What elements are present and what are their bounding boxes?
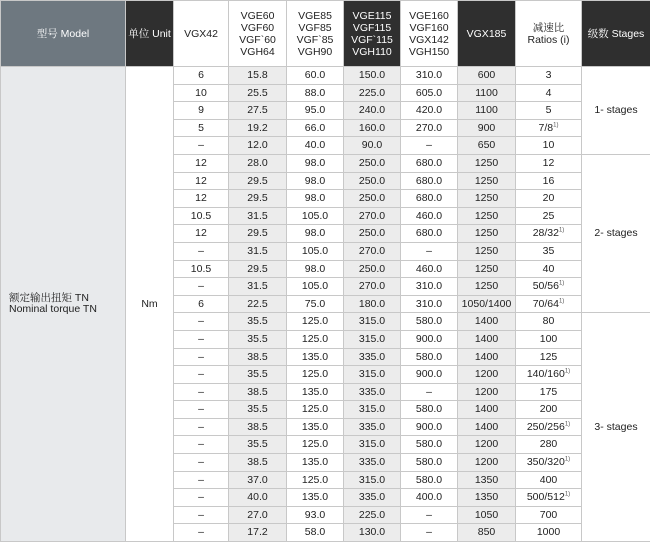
ratio-cell bbox=[516, 383, 582, 401]
table-cell: – bbox=[174, 454, 229, 472]
table-row bbox=[1, 67, 650, 85]
table-cell: 31.5 bbox=[229, 207, 287, 225]
table-cell: 98.0 bbox=[287, 154, 344, 172]
table-cell: – bbox=[174, 348, 229, 366]
table-cell: 315.0 bbox=[344, 330, 401, 348]
ratio-value: 175 bbox=[540, 386, 558, 398]
table-cell: 28.0 bbox=[229, 154, 287, 172]
table-cell: 98.0 bbox=[287, 225, 344, 243]
header-ratios bbox=[516, 1, 582, 67]
ratio-cell bbox=[516, 190, 582, 208]
table-cell: 270.0 bbox=[401, 119, 458, 137]
table-cell: 315.0 bbox=[344, 313, 401, 331]
table-cell: 1250 bbox=[458, 225, 516, 243]
ratio-cell bbox=[516, 313, 582, 331]
header-model-name: VGF115 bbox=[344, 22, 400, 34]
header-model-name: VGE85 bbox=[287, 10, 343, 22]
header-model-name: VGF60 bbox=[229, 22, 286, 34]
table-cell: 580.0 bbox=[401, 313, 458, 331]
row-label-en: Nominal torque TN bbox=[9, 304, 125, 315]
table-cell: 35.5 bbox=[229, 366, 287, 384]
footnote-marker: 1) bbox=[559, 281, 564, 287]
header-ratios-cn: 减速比 bbox=[516, 22, 581, 34]
table-cell: 1350 bbox=[458, 489, 516, 507]
ratio-cell bbox=[516, 401, 582, 419]
footnote-marker: 1) bbox=[565, 492, 570, 498]
table-cell: 66.0 bbox=[287, 119, 344, 137]
ratio-value: 7/8 bbox=[539, 122, 554, 134]
table-cell: 250.0 bbox=[344, 190, 401, 208]
ratio-value: 700 bbox=[540, 509, 558, 521]
table-cell: 98.0 bbox=[287, 172, 344, 190]
ratio-value: 25 bbox=[543, 210, 555, 222]
table-cell: 6 bbox=[174, 295, 229, 313]
table-cell: 650 bbox=[458, 137, 516, 155]
table-cell: 17.2 bbox=[229, 524, 287, 542]
table-cell: 1350 bbox=[458, 471, 516, 489]
table-cell: 335.0 bbox=[344, 383, 401, 401]
table-cell: 315.0 bbox=[344, 401, 401, 419]
ratio-cell bbox=[516, 172, 582, 190]
table-cell: 580.0 bbox=[401, 401, 458, 419]
header-model-name: VGX142 bbox=[401, 34, 457, 46]
table-cell: 680.0 bbox=[401, 172, 458, 190]
header-model: 型号 Model bbox=[1, 1, 126, 67]
ratio-value: 40 bbox=[543, 263, 555, 275]
ratio-value: 1000 bbox=[537, 526, 560, 538]
table-cell: 580.0 bbox=[401, 454, 458, 472]
header-vgx42: VGX42 bbox=[174, 1, 229, 67]
table-cell: 900.0 bbox=[401, 330, 458, 348]
table-cell: 225.0 bbox=[344, 84, 401, 102]
header-model-name: VGH90 bbox=[287, 46, 343, 58]
table-cell: 180.0 bbox=[344, 295, 401, 313]
table-cell: 29.5 bbox=[229, 190, 287, 208]
ratio-value: 350/320 bbox=[527, 456, 565, 468]
header-row bbox=[1, 1, 650, 67]
table-cell: 31.5 bbox=[229, 278, 287, 296]
table-cell: 15.8 bbox=[229, 67, 287, 85]
table-cell: – bbox=[174, 278, 229, 296]
table-cell: 1250 bbox=[458, 278, 516, 296]
header-model-name: VGF85 bbox=[287, 22, 343, 34]
header-group-60 bbox=[229, 1, 287, 67]
table-cell: 310.0 bbox=[401, 67, 458, 85]
ratio-cell bbox=[516, 506, 582, 524]
table-cell: 6 bbox=[174, 67, 229, 85]
footnote-marker: 1) bbox=[559, 228, 564, 234]
ratio-cell bbox=[516, 207, 582, 225]
table-cell: 88.0 bbox=[287, 84, 344, 102]
table-cell: 605.0 bbox=[401, 84, 458, 102]
table-cell: 125.0 bbox=[287, 330, 344, 348]
ratio-value: 140/160 bbox=[527, 368, 565, 380]
table-cell: 35.5 bbox=[229, 436, 287, 454]
table-cell: 850 bbox=[458, 524, 516, 542]
table-cell: – bbox=[401, 383, 458, 401]
header-model-name: VGF`115 bbox=[344, 34, 400, 46]
ratio-cell bbox=[516, 489, 582, 507]
table-cell: 1400 bbox=[458, 418, 516, 436]
table-cell: 600 bbox=[458, 67, 516, 85]
table-cell: 1250 bbox=[458, 190, 516, 208]
table-cell: 35.5 bbox=[229, 313, 287, 331]
table-cell: 315.0 bbox=[344, 436, 401, 454]
table-cell: 95.0 bbox=[287, 102, 344, 120]
table-cell: – bbox=[174, 137, 229, 155]
table-cell: 1100 bbox=[458, 84, 516, 102]
table-cell: 1250 bbox=[458, 207, 516, 225]
ratio-value: 200 bbox=[540, 403, 558, 415]
table-cell: 38.5 bbox=[229, 418, 287, 436]
table-cell: 130.0 bbox=[344, 524, 401, 542]
ratio-value: 28/32 bbox=[533, 227, 559, 239]
table-cell: 1400 bbox=[458, 330, 516, 348]
table-cell: 38.5 bbox=[229, 454, 287, 472]
ratio-value: 80 bbox=[543, 315, 555, 327]
table-cell: 335.0 bbox=[344, 348, 401, 366]
table-cell: 25.5 bbox=[229, 84, 287, 102]
unit-cell: Nm bbox=[126, 67, 174, 542]
table-cell: – bbox=[401, 137, 458, 155]
table-cell: 29.5 bbox=[229, 225, 287, 243]
table-cell: 31.5 bbox=[229, 242, 287, 260]
row-label bbox=[1, 67, 126, 542]
table-cell: – bbox=[174, 330, 229, 348]
table-cell: 9 bbox=[174, 102, 229, 120]
footnote-marker: 1) bbox=[565, 421, 570, 427]
table-cell: – bbox=[401, 506, 458, 524]
table-cell: 1200 bbox=[458, 366, 516, 384]
table-cell: 22.5 bbox=[229, 295, 287, 313]
table-cell: 12 bbox=[174, 154, 229, 172]
table-cell: – bbox=[174, 242, 229, 260]
table-cell: 40.0 bbox=[287, 137, 344, 155]
table-cell: 225.0 bbox=[344, 506, 401, 524]
table-cell: 250.0 bbox=[344, 172, 401, 190]
table-cell: 1400 bbox=[458, 348, 516, 366]
table-cell: 270.0 bbox=[344, 242, 401, 260]
table-cell: 310.0 bbox=[401, 278, 458, 296]
header-model-name: VGF160 bbox=[401, 22, 457, 34]
table-cell: 12 bbox=[174, 172, 229, 190]
table-cell: 1200 bbox=[458, 436, 516, 454]
ratio-value: 12 bbox=[543, 157, 555, 169]
ratio-value: 16 bbox=[543, 175, 555, 187]
table-cell: 27.5 bbox=[229, 102, 287, 120]
table-cell: 250.0 bbox=[344, 154, 401, 172]
table-cell: 310.0 bbox=[401, 295, 458, 313]
header-model-name: VGE60 bbox=[229, 10, 286, 22]
table-cell: 1400 bbox=[458, 313, 516, 331]
table-cell: 315.0 bbox=[344, 366, 401, 384]
table-cell: 1250 bbox=[458, 260, 516, 278]
ratio-cell bbox=[516, 524, 582, 542]
table-cell: – bbox=[174, 418, 229, 436]
ratio-value: 4 bbox=[546, 87, 552, 99]
header-model-name: VGH110 bbox=[344, 46, 400, 58]
table-cell: 900.0 bbox=[401, 366, 458, 384]
footnote-marker: 1) bbox=[565, 457, 570, 463]
table-cell: 680.0 bbox=[401, 225, 458, 243]
table-cell: 460.0 bbox=[401, 260, 458, 278]
header-model-name: VGE115 bbox=[344, 10, 400, 22]
table-cell: – bbox=[174, 383, 229, 401]
table-cell: 10.5 bbox=[174, 260, 229, 278]
table-cell: – bbox=[174, 489, 229, 507]
table-cell: 460.0 bbox=[401, 207, 458, 225]
table-cell: 150.0 bbox=[344, 67, 401, 85]
table-cell: 105.0 bbox=[287, 242, 344, 260]
ratio-cell bbox=[516, 366, 582, 384]
table-cell: 125.0 bbox=[287, 401, 344, 419]
table-cell: 680.0 bbox=[401, 154, 458, 172]
header-model-name: VGF`60 bbox=[229, 34, 286, 46]
table-cell: 580.0 bbox=[401, 471, 458, 489]
table-cell: – bbox=[174, 506, 229, 524]
footnote-marker: 1) bbox=[559, 298, 564, 304]
table-cell: 105.0 bbox=[287, 207, 344, 225]
ratio-value: 250/256 bbox=[527, 421, 565, 433]
ratio-value: 10 bbox=[543, 139, 555, 151]
ratio-cell bbox=[516, 84, 582, 102]
table-cell: 335.0 bbox=[344, 454, 401, 472]
ratio-cell bbox=[516, 225, 582, 243]
header-unit: 单位 Unit bbox=[126, 1, 174, 67]
table-cell: 240.0 bbox=[344, 102, 401, 120]
table-cell: – bbox=[174, 471, 229, 489]
table-cell: 1100 bbox=[458, 102, 516, 120]
table-cell: 37.0 bbox=[229, 471, 287, 489]
table-cell: 1200 bbox=[458, 454, 516, 472]
table-cell: 12.0 bbox=[229, 137, 287, 155]
ratio-cell bbox=[516, 137, 582, 155]
stage-cell: 1- stages bbox=[582, 67, 650, 155]
table-cell: 135.0 bbox=[287, 454, 344, 472]
table-cell: 580.0 bbox=[401, 348, 458, 366]
table-cell: 29.5 bbox=[229, 172, 287, 190]
table-cell: 58.0 bbox=[287, 524, 344, 542]
stage-cell: 3- stages bbox=[582, 313, 650, 542]
header-model-name: VGH150 bbox=[401, 46, 457, 58]
ratio-cell bbox=[516, 418, 582, 436]
table-cell: 98.0 bbox=[287, 260, 344, 278]
ratio-value: 20 bbox=[543, 192, 555, 204]
table-cell: 38.5 bbox=[229, 348, 287, 366]
table-cell: 1250 bbox=[458, 154, 516, 172]
ratio-cell bbox=[516, 278, 582, 296]
table-cell: 35.5 bbox=[229, 330, 287, 348]
ratio-value: 280 bbox=[540, 438, 558, 450]
table-cell: 1400 bbox=[458, 401, 516, 419]
header-vgx185: VGX185 bbox=[458, 1, 516, 67]
table-cell: 10.5 bbox=[174, 207, 229, 225]
table-cell: 580.0 bbox=[401, 436, 458, 454]
table-cell: 250.0 bbox=[344, 260, 401, 278]
table-cell: 5 bbox=[174, 119, 229, 137]
table-cell: 135.0 bbox=[287, 418, 344, 436]
table-cell: 10 bbox=[174, 84, 229, 102]
table-cell: 125.0 bbox=[287, 471, 344, 489]
table-cell: 1050 bbox=[458, 506, 516, 524]
table-cell: – bbox=[174, 366, 229, 384]
table-cell: 93.0 bbox=[287, 506, 344, 524]
ratio-cell bbox=[516, 260, 582, 278]
ratio-value: 70/64 bbox=[533, 298, 559, 310]
ratio-cell bbox=[516, 154, 582, 172]
ratio-cell bbox=[516, 348, 582, 366]
table-cell: 135.0 bbox=[287, 489, 344, 507]
ratio-cell bbox=[516, 67, 582, 85]
table-cell: 29.5 bbox=[229, 260, 287, 278]
table-cell: 90.0 bbox=[344, 137, 401, 155]
table-cell: 335.0 bbox=[344, 489, 401, 507]
ratio-cell bbox=[516, 102, 582, 120]
table-cell: – bbox=[174, 524, 229, 542]
table-cell: 400.0 bbox=[401, 489, 458, 507]
table-cell: 270.0 bbox=[344, 207, 401, 225]
ratio-value: 35 bbox=[543, 245, 555, 257]
table-cell: 98.0 bbox=[287, 190, 344, 208]
table-body bbox=[1, 67, 650, 542]
table-cell: 270.0 bbox=[344, 278, 401, 296]
table-cell: 315.0 bbox=[344, 471, 401, 489]
table-cell: 27.0 bbox=[229, 506, 287, 524]
table-cell: 335.0 bbox=[344, 418, 401, 436]
ratio-cell bbox=[516, 295, 582, 313]
table-cell: 40.0 bbox=[229, 489, 287, 507]
table-cell: 125.0 bbox=[287, 366, 344, 384]
ratio-cell bbox=[516, 330, 582, 348]
table-cell: – bbox=[401, 242, 458, 260]
ratio-value: 50/56 bbox=[533, 280, 559, 292]
header-stages: 级数 Stages bbox=[582, 1, 650, 67]
table-cell: 12 bbox=[174, 190, 229, 208]
ratio-value: 125 bbox=[540, 351, 558, 363]
table-cell: – bbox=[174, 436, 229, 454]
table-cell: – bbox=[174, 313, 229, 331]
table-cell: 75.0 bbox=[287, 295, 344, 313]
ratio-value: 400 bbox=[540, 474, 558, 486]
table-cell: 135.0 bbox=[287, 383, 344, 401]
table-cell: 420.0 bbox=[401, 102, 458, 120]
table-cell: – bbox=[401, 524, 458, 542]
ratio-cell bbox=[516, 454, 582, 472]
table-cell: 900 bbox=[458, 119, 516, 137]
header-model-name: VGF`85 bbox=[287, 34, 343, 46]
ratio-cell bbox=[516, 471, 582, 489]
ratio-cell bbox=[516, 119, 582, 137]
row-label-cn: 额定输出扭矩 TN bbox=[9, 293, 125, 304]
header-group-160 bbox=[401, 1, 458, 67]
table-cell: 60.0 bbox=[287, 67, 344, 85]
footnote-marker: 1) bbox=[565, 369, 570, 375]
header-model-name: VGE160 bbox=[401, 10, 457, 22]
table-cell: 125.0 bbox=[287, 436, 344, 454]
table-cell: 1250 bbox=[458, 172, 516, 190]
header-group-85 bbox=[287, 1, 344, 67]
table-cell: 38.5 bbox=[229, 383, 287, 401]
table-cell: 160.0 bbox=[344, 119, 401, 137]
header-model-name: VGH64 bbox=[229, 46, 286, 58]
ratio-cell bbox=[516, 436, 582, 454]
table-cell: 135.0 bbox=[287, 348, 344, 366]
header-group-115 bbox=[344, 1, 401, 67]
table-cell: 1250 bbox=[458, 242, 516, 260]
table-cell: 1050/1400 bbox=[458, 295, 516, 313]
table-cell: 12 bbox=[174, 225, 229, 243]
ratio-value: 100 bbox=[540, 333, 558, 345]
ratio-value: 5 bbox=[546, 104, 552, 116]
table-cell: 105.0 bbox=[287, 278, 344, 296]
table-cell: 250.0 bbox=[344, 225, 401, 243]
header-ratios-en: Ratios (i) bbox=[516, 34, 581, 46]
table-cell: 680.0 bbox=[401, 190, 458, 208]
footnote-marker: 1) bbox=[553, 122, 558, 128]
stage-cell: 2- stages bbox=[582, 154, 650, 312]
table-cell: 35.5 bbox=[229, 401, 287, 419]
table-cell: 19.2 bbox=[229, 119, 287, 137]
ratio-cell bbox=[516, 242, 582, 260]
ratio-value: 3 bbox=[546, 69, 552, 81]
ratio-value: 500/512 bbox=[527, 491, 565, 503]
table-cell: 1200 bbox=[458, 383, 516, 401]
table-cell: – bbox=[174, 401, 229, 419]
table-cell: 900.0 bbox=[401, 418, 458, 436]
table-cell: 125.0 bbox=[287, 313, 344, 331]
